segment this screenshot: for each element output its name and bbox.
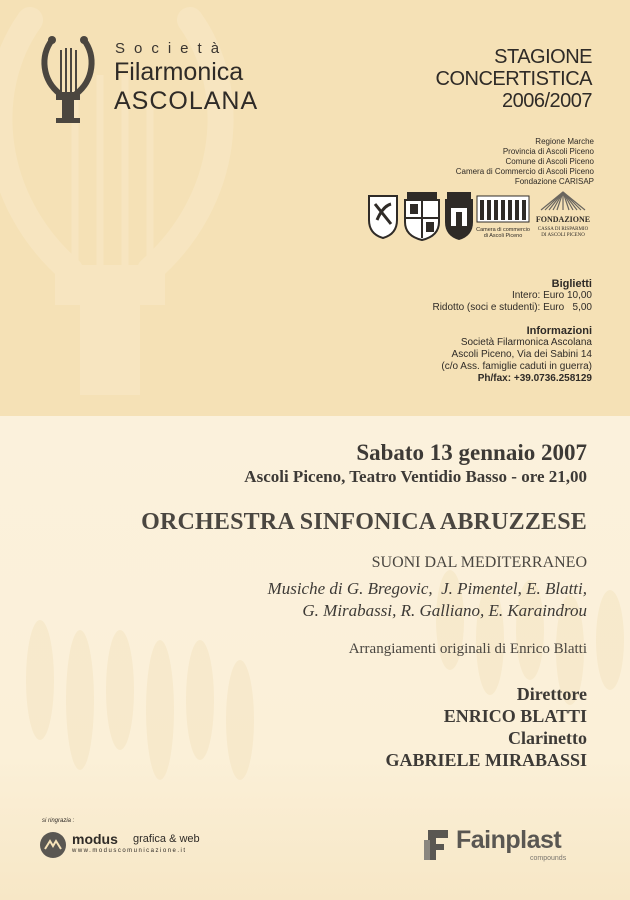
season-line1: STAGIONE	[494, 46, 592, 68]
modus-circle-icon	[40, 832, 66, 858]
director-role: Direttore	[516, 684, 587, 704]
camera-commercio-logo-icon	[476, 196, 530, 239]
sponsor-item: Camera di Commercio di Ascoli Piceno	[455, 167, 594, 176]
fainplast-name: Fainplast	[456, 826, 562, 854]
clarinet-name: GABRIELE MIRABASSI	[385, 750, 587, 770]
fainplast-sub: compounds	[530, 855, 567, 862]
society-name-line1: Società	[115, 40, 229, 57]
info-line: (c/o Ass. famiglie caduti in guerra)	[441, 361, 592, 372]
info-heading: Informazioni	[526, 325, 592, 337]
clarinet-role: Clarinetto	[508, 728, 587, 748]
composers-line1: Musiche di G. Bregovic, J. Pimentel, E. Blatti,	[267, 579, 587, 598]
info-line: Ascoli Piceno, Via dei Sabini 14	[451, 349, 592, 360]
tickets-heading: Biglietti	[551, 278, 592, 290]
fondazione-sub1: CASSA DI RISPARMIO	[537, 227, 589, 232]
sponsor-item: Fondazione CARISAP	[514, 177, 594, 186]
sponsor-item: Provincia di Ascoli Piceno	[502, 147, 594, 156]
event-date: Sabato 13 gennaio 2007	[356, 440, 587, 465]
comune-crest-icon	[445, 192, 473, 240]
lyre-logo	[38, 34, 98, 124]
modus-url: www.moduscomunicazione.it	[72, 848, 187, 854]
performers	[385, 683, 587, 771]
composers-line2: G. Mirabassi, R. Galliano, E. Karaindrou	[302, 601, 587, 620]
tickets-block	[432, 278, 592, 314]
program-title: SUONI DAL MEDITERRANEO	[371, 554, 587, 571]
event-venue: Ascoli Piceno, Teatro Ventidio Basso - ore 21,00	[244, 467, 587, 486]
orchestra-name: ORCHESTRA SINFONICA ABRUZZESE	[141, 509, 587, 535]
fondazione-carisap-logo-icon	[536, 192, 590, 238]
thanks-label: si ringrazia :	[42, 818, 75, 824]
season-line2: CONCERTISTICA	[435, 68, 592, 90]
fainplast-mark-icon	[424, 826, 454, 862]
sponsor-list	[456, 137, 594, 187]
info-block	[441, 325, 592, 385]
season-line3: 2006/2007	[501, 90, 592, 112]
regione-marche-crest-icon	[369, 196, 397, 238]
ticket-full-price: Intero: Euro 10,00	[511, 290, 592, 301]
info-phone: Ph/fax: +39.0736.258129	[477, 373, 592, 384]
sponsor-item: Comune di Ascoli Piceno	[505, 157, 594, 166]
camera-logo-text-1: Camera di commercio	[476, 227, 530, 233]
director-name: ENRICO BLATTI	[443, 706, 587, 726]
ticket-reduced-price: Ridotto (soci e studenti): Euro 5,00	[432, 302, 592, 313]
fainplast-logo	[424, 824, 594, 866]
arrangements: Arrangiamenti originali di Enrico Blatti	[348, 641, 587, 657]
fondazione-sub2: DI ASCOLI PICENO	[541, 233, 585, 238]
provincia-crest-icon	[405, 192, 439, 240]
fondazione-title: FONDAZIONE	[535, 215, 591, 224]
modus-tagline: grafica & web	[133, 833, 200, 845]
society-name-line2: Filarmonica	[114, 58, 244, 86]
society-name-line3: ASCOLANA	[114, 87, 259, 115]
season-title	[436, 46, 592, 112]
sponsor-logos	[367, 190, 597, 242]
sponsor-item: Regione Marche	[535, 137, 594, 146]
composers	[268, 578, 587, 622]
modus-name: modus	[72, 831, 118, 847]
camera-logo-text-2: di Ascoli Piceno	[483, 233, 523, 239]
info-line: Società Filarmonica Ascolana	[460, 337, 592, 348]
modus-logo	[40, 830, 220, 860]
